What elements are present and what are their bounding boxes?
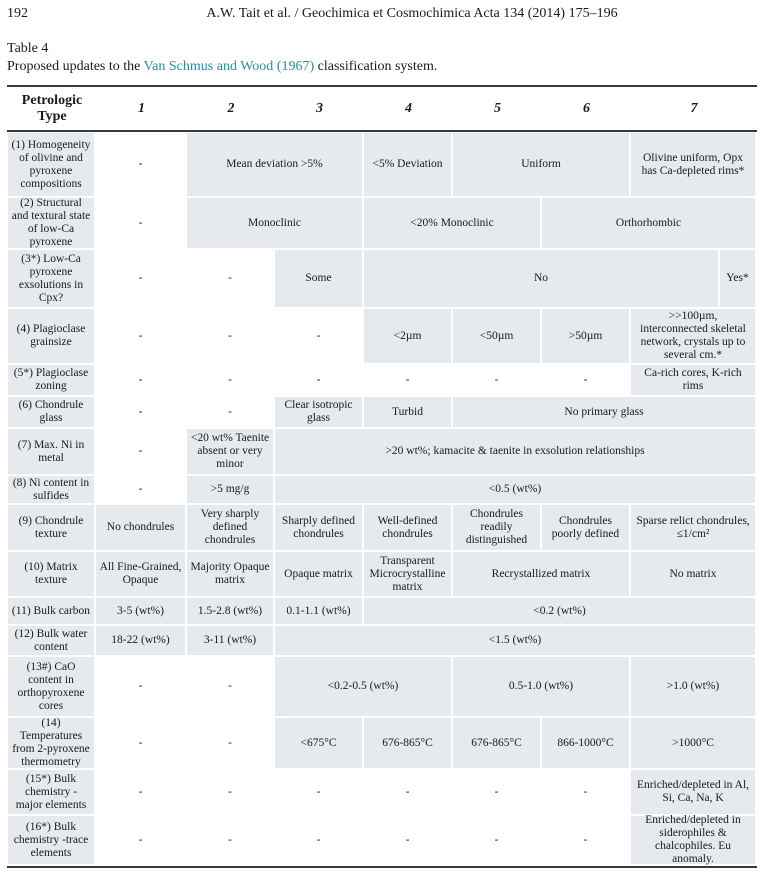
table-cell: Chondrules poorly defined — [542, 505, 629, 550]
table-cell: >1000°C — [631, 718, 755, 768]
table-cell: - — [583, 785, 588, 798]
table-cell: - — [138, 445, 143, 457]
table-cell: Some — [275, 250, 362, 307]
table-cell: - — [405, 373, 410, 386]
table-cell: - — [138, 216, 143, 229]
table-cell: Clear isotropic glass — [275, 397, 362, 427]
table-cell: No — [364, 250, 718, 307]
row-label: (6) Chondrule glass — [8, 397, 94, 427]
table-cell: - — [316, 329, 321, 342]
table-caption — [7, 59, 437, 75]
table-cell: Opaque matrix — [275, 552, 362, 596]
table-cell: Olivine uniform, Opx has Ca-depleted rims* — [631, 133, 755, 196]
table-cell: - — [228, 329, 232, 342]
table-cell: <0.2 (wt%) — [364, 598, 755, 624]
table-cell: - — [316, 785, 321, 798]
top-rule — [7, 85, 757, 87]
table-cell: <50µm — [453, 309, 540, 363]
table-cell: - — [138, 405, 143, 418]
header-rule — [7, 130, 757, 132]
header-type-7: 7 — [690, 101, 698, 116]
table-cell: <5% Deviation — [364, 133, 451, 196]
table-cell: - — [405, 833, 410, 846]
header-type-6: 6 — [583, 101, 590, 116]
header-type-2: 2 — [227, 101, 235, 116]
table-cell: Monoclinic — [187, 198, 362, 248]
table-cell: Orthorhombic — [542, 198, 755, 248]
table-cell: - — [228, 736, 232, 749]
table-cell: - — [583, 373, 588, 386]
header-petrologic-type: Petrologic Type — [21, 93, 83, 124]
row-label: (3*) Low-Ca pyroxene exsolutions in Cpx? — [8, 250, 94, 307]
table-cell: - — [138, 329, 143, 342]
table-cell: <0.2-0.5 (wt%) — [275, 657, 451, 716]
table-cell: Sparse relict chondrules, ≤1/cm² — [631, 505, 755, 550]
table-cell: - — [494, 373, 499, 386]
table-cell: - — [494, 833, 499, 846]
table-cell: - — [138, 483, 143, 495]
table-cell: <20 wt% Taenite absent or very minor — [187, 429, 273, 474]
table-cell: Chondrules readily distinguished — [453, 505, 540, 550]
table-cell: 866-1000°C — [542, 718, 629, 768]
table-cell: >>100µm, interconnected skeletal network, crystals up to several cm.* — [631, 309, 755, 363]
table-cell: No matrix — [631, 552, 755, 596]
table-cell: <0.5 (wt%) — [275, 476, 755, 503]
table-cell: <2µm — [364, 309, 451, 363]
table-cell: - — [138, 272, 143, 284]
row-label: (13#) CaO content in orthopyroxene cores — [8, 657, 94, 716]
row-label: (4) Plagioclase grainsize — [8, 309, 94, 363]
table-cell: - — [138, 680, 143, 692]
header-type-1: 1 — [138, 101, 145, 116]
table-cell: - — [494, 785, 499, 798]
table-cell: - — [228, 833, 232, 846]
table-cell: Enriched/depleted in Al, Si, Ca, Na, K — [631, 770, 755, 814]
table-cell: - — [228, 785, 232, 798]
row-label: (12) Bulk water content — [8, 626, 94, 655]
table-cell: - — [228, 272, 232, 284]
row-label: (10) Matrix texture — [8, 552, 94, 596]
table-cell: - — [228, 680, 232, 692]
table-cell: Yes* — [720, 250, 755, 307]
table-label: Table 4 — [7, 41, 49, 56]
row-label: (11) Bulk carbon — [8, 598, 94, 624]
table-cell: 676-865°C — [364, 718, 451, 768]
journal-citation: A.W. Tait et al. / Geochimica et Cosmochimica Acta 134 (2014) 175–196 — [206, 6, 618, 21]
table-cell: >50µm — [542, 309, 629, 363]
row-label: (15*) Bulk chemistry - major elements — [8, 770, 94, 814]
table-cell: No primary glass — [453, 397, 755, 427]
table-cell: Turbid — [364, 397, 451, 427]
table-cell: - — [138, 158, 143, 170]
table-cell: - — [228, 405, 232, 418]
table-cell: >20 wt%; kamacite & taenite in exsolution relationships — [275, 429, 755, 474]
table-cell: 1.5-2.8 (wt%) — [187, 598, 273, 624]
table-cell: <1.5 (wt%) — [275, 626, 755, 655]
table-cell: Sharply defined chondrules — [275, 505, 362, 550]
row-label: (8) Ni content in sulfides — [8, 476, 94, 503]
table-cell: - — [138, 785, 143, 798]
row-label: (16*) Bulk chemistry -trace elements — [8, 816, 94, 864]
table-cell: Well-defined chondrules — [364, 505, 451, 550]
running-head — [7, 6, 757, 24]
table-cell: Very sharply defined chondrules — [187, 505, 273, 550]
table-cell: >5 mg/g — [187, 476, 273, 503]
caption-text-after: classification system. — [314, 59, 438, 74]
table-cell: - — [405, 785, 410, 798]
table-cell: Ca-rich cores, K-rich rims — [631, 365, 755, 395]
table-cell: 18-22 (wt%) — [96, 626, 185, 655]
table-cell: Mean deviation >5% — [187, 133, 362, 196]
table-cell: 0.1-1.1 (wt%) — [275, 598, 362, 624]
table-cell: - — [228, 373, 232, 386]
table-cell: Uniform — [453, 133, 629, 196]
table-cell: - — [316, 833, 321, 846]
table-cell: >1.0 (wt%) — [631, 657, 755, 716]
table-cell: No chondrules — [96, 505, 185, 550]
row-label: (7) Max. Ni in metal — [8, 429, 94, 474]
table-cell: <20% Monoclinic — [364, 198, 540, 248]
page-number: 192 — [7, 6, 28, 21]
bottom-rule — [7, 866, 757, 868]
table-cell: - — [138, 736, 143, 749]
table-cell: All Fine-Grained, Opaque — [96, 552, 185, 596]
table-cell: Transparent Microcrystalline matrix — [364, 552, 451, 596]
table-cell: - — [138, 373, 143, 386]
table-cell: 0.5-1.0 (wt%) — [453, 657, 629, 716]
table-cell: Majority Opaque matrix — [187, 552, 273, 596]
table-cell: <675°C — [275, 718, 362, 768]
table-cell: Enriched/depleted in siderophiles & chalcophiles. Eu anomaly. — [631, 816, 755, 864]
header-type-3: 3 — [316, 101, 323, 116]
table-cell: 3-11 (wt%) — [187, 626, 273, 655]
row-label: (1) Homogeneity of olivine and pyroxene compositions — [8, 133, 94, 196]
table-cell: 676-865°C — [453, 718, 540, 768]
reference-link[interactable]: Van Schmus and Wood (1967) — [143, 59, 315, 74]
header-type-4: 4 — [405, 101, 412, 116]
row-label: (14) Temperatures from 2-pyroxene thermometry — [8, 718, 94, 768]
table-cell: 3-5 (wt%) — [96, 598, 185, 624]
row-label: (5*) Plagioclase zoning — [8, 365, 94, 395]
row-label: (2) Structural and textural state of low-Ca pyroxene — [8, 198, 94, 248]
caption-text-before: Proposed updates to the — [7, 59, 144, 74]
table-cell: - — [138, 833, 143, 846]
header-type-5: 5 — [494, 101, 501, 116]
row-label: (9) Chondrule texture — [8, 505, 94, 550]
table-cell: Recrystallized matrix — [453, 552, 629, 596]
table-cell: - — [316, 373, 321, 386]
table-cell: - — [583, 833, 588, 846]
